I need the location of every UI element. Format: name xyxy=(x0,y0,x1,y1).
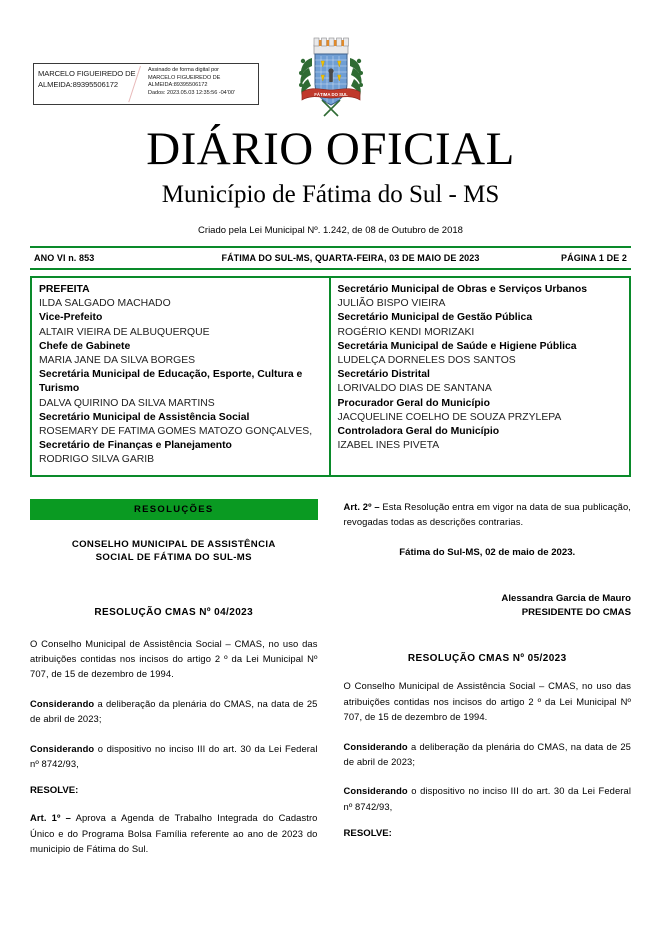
signature-name-line-2: ALMEIDA:89395506172 xyxy=(38,79,119,89)
considerando-label: Considerando xyxy=(343,740,408,752)
coat-of-arms-icon xyxy=(296,30,366,126)
signer-title: PRESIDENTE DO CMAS xyxy=(521,606,631,618)
official-role: PREFEITA xyxy=(39,284,90,295)
body-column-left xyxy=(30,499,318,857)
article-label: Art. 1º – xyxy=(30,812,71,824)
official-name: ROGÉRIO KENDI MORIZAKI xyxy=(337,326,475,338)
official-name: JACQUELINE COELHO DE SOUZA PRZYLEPA xyxy=(337,411,562,423)
official-name: JULIÃO BISPO VIEIRA xyxy=(337,298,446,310)
resolution-04-signature-block xyxy=(344,592,632,619)
official-name: LORIVALDO DIAS DE SANTANA xyxy=(337,383,492,395)
official-role: Procurador Geral do Município xyxy=(337,397,490,409)
resolution-04-article-2 xyxy=(344,499,632,530)
signature-details xyxy=(146,64,258,104)
article-label: Art. 2º – xyxy=(343,500,380,512)
body-columns xyxy=(30,499,631,857)
article-text: Aprova a Agenda de Trabalho Integrada do Cadastro Único e do Programa Bolsa Família referente ao ano de 2023 do municipio de Fátima do Sul. xyxy=(30,812,318,855)
official-role: Secretário de Finanças e Planejamento xyxy=(39,440,232,452)
considerando-label: Considerando xyxy=(30,742,95,754)
council-heading-line-2: SOCIAL DE FÁTIMA DO SUL-MS xyxy=(95,552,252,564)
official-name: IZABEL INES PIVETA xyxy=(337,440,440,452)
resolution-04-considerando-1 xyxy=(30,696,318,727)
section-banner-resolucoes: RESOLUÇÕES xyxy=(30,499,318,520)
official-name: MARIA JANE DA SILVA BORGES xyxy=(39,355,196,367)
considerando-label: Considerando xyxy=(343,785,408,797)
svg-text:FÁTIMA DO SUL: FÁTIMA DO SUL xyxy=(314,92,348,98)
signer-name: Alessandra Garcia de Mauro xyxy=(501,593,631,605)
resolution-title-05: RESOLUÇÃO CMAS Nº 05/2023 xyxy=(407,653,567,665)
signature-detail-line-4: Dados: 2023.05.03 12:35:56 -04'00' xyxy=(148,89,235,96)
considerando-text: o dispositivo no inciso III do art. 30 da Lei Federal nº 8742/93, xyxy=(343,785,631,812)
resolution-05-intro: O Conselho Municipal de Assistência Social – CMAS, no uso das atribuições contidas nos incisos do artigo 2 º da Lei Municipal Nº 707, de 15 de dezembro de 1994. xyxy=(343,680,631,723)
official-name: ALTAIR VIEIRA DE ALBUQUERQUE xyxy=(39,326,210,338)
page-number: PÁGINA 1 DE 2 xyxy=(561,253,627,263)
article-text: Esta Resolução entra em vigor na data de sua publicação, revogadas todas as descrições contrarias. xyxy=(343,500,632,528)
official-role: Secretário Municipal de Assistência Social xyxy=(39,411,250,423)
signature-detail-line-2: MARCELO FIGUEIREDO DE xyxy=(148,74,221,81)
official-name: ILDA SALGADO MACHADO xyxy=(39,298,171,310)
official-name: ROSEMARY DE FATIMA GOMES MATOZO GONÇALVES, xyxy=(39,426,313,438)
official-role: Chefe de Gabinete xyxy=(39,340,131,352)
official-role: Controladora Geral do Município xyxy=(337,426,500,438)
official-role: Secretária Municipal de Saúde e Higiene Pública xyxy=(337,340,577,352)
resolution-04-article-1 xyxy=(30,810,318,856)
resolution-05-considerando-2 xyxy=(344,783,632,814)
body-column-right xyxy=(344,499,632,857)
resolution-04-intro: O Conselho Municipal de Assistência Social – CMAS, no uso das atribuições contidas nos incisos do artigo 2 º da Lei Municipal Nº 707, de 15 de dezembro de 1994. xyxy=(30,637,318,680)
masthead-subtitle: Município de Fátima do Sul - MS xyxy=(161,181,500,208)
masthead-law-note: Criado pela Lei Municipal Nº. 1.242, de 08 de Outubro de 2018 xyxy=(198,225,463,236)
official-name: LUDELÇA DORNELES DOS SANTOS xyxy=(337,355,516,367)
page-title: DIÁRIO OFICIAL xyxy=(146,123,515,175)
resolution-04-resolve: RESOLVE: xyxy=(30,785,79,797)
official-role: Secretário Municipal de Obras e Serviços Urbanos xyxy=(337,284,587,295)
signature-detail-line-1: Assinado de forma digital por xyxy=(148,67,219,73)
signature-detail-line-3: ALMEIDA:89395506172 xyxy=(148,82,208,89)
issue-year-number: ANO VI n. 853 xyxy=(34,253,95,263)
resolution-04-considerando-2 xyxy=(30,741,318,772)
official-name: RODRIGO SILVA GARIB xyxy=(39,454,155,466)
resolution-05-resolve: RESOLVE: xyxy=(343,828,392,840)
considerando-label: Considerando xyxy=(30,697,95,709)
signature-signer-name xyxy=(34,64,146,104)
signature-name-line-1: MARCELO FIGUEIREDO DE xyxy=(38,69,136,78)
officials-table xyxy=(30,276,631,477)
official-role: Secretário Municipal de Gestão Pública xyxy=(337,312,533,324)
considerando-text: o dispositivo no inciso III do art. 30 da Lei Federal nº 8742/93, xyxy=(30,742,318,770)
council-heading xyxy=(30,538,318,565)
official-role: Secretária Municipal de Educação, Esporte, Cultura e Turismo xyxy=(39,369,303,395)
official-role: Vice-Prefeito xyxy=(39,312,103,324)
resolution-04-place-date: Fátima do Sul-MS, 02 de maio de 2023. xyxy=(399,547,576,559)
officials-column-left xyxy=(32,278,331,475)
header-divider-bottom xyxy=(30,268,631,270)
considerando-text: a deliberação da plenária do CMAS, na data de 25 de abril de 2023; xyxy=(343,740,631,768)
resolution-title-04: RESOLUÇÃO CMAS Nº 04/2023 xyxy=(94,606,254,618)
officials-column-right xyxy=(331,278,630,475)
issue-place-date: FÁTIMA DO SUL-MS, QUARTA-FEIRA, 03 DE MAIO DE 2023 xyxy=(221,253,480,263)
considerando-text: a deliberação da plenária do CMAS, na data de 25 de abril de 2023; xyxy=(30,697,318,725)
council-heading-line-1: CONSELHO MUNICIPAL DE ASSISTÊNCIA xyxy=(71,538,276,550)
official-name: DALVA QUIRINO DA SILVA MARTINS xyxy=(39,397,215,409)
digital-signature-stamp xyxy=(33,63,259,105)
resolution-05-considerando-1 xyxy=(344,739,632,770)
official-role: Secretário Distrital xyxy=(337,369,430,381)
issue-info-bar xyxy=(30,248,631,268)
